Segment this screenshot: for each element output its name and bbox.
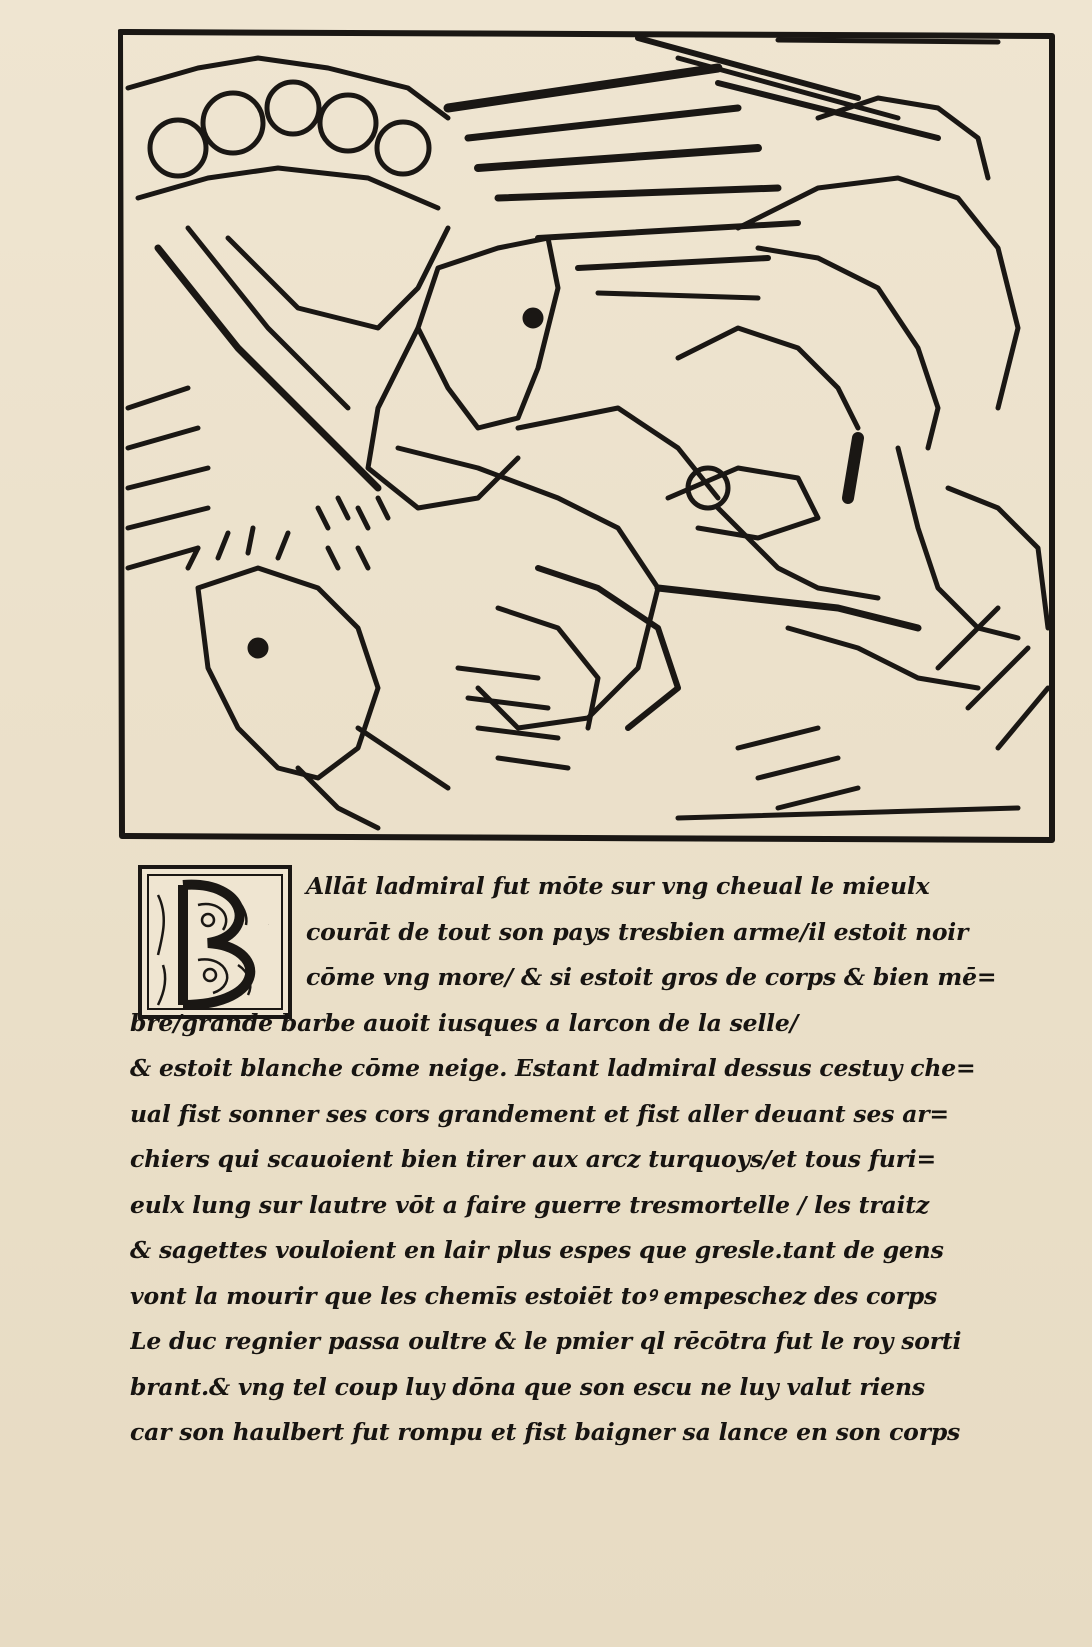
woodcut-illustration bbox=[118, 28, 1056, 846]
text-line-4: bre/grande barbe auoit iusques a larcon de la selle/ bbox=[130, 1008, 798, 1037]
text-line-12: brant.& vng tel coup luy dōna que son escu ne luy valut riens bbox=[130, 1372, 925, 1401]
text-line-13: car son haulbert fut rompu et fist baigner sa lance en son corps bbox=[130, 1418, 961, 1446]
text-line-11: Le duc regnier passa oultre & le pmier ql rēcōtra fut le roy sorti bbox=[130, 1327, 962, 1355]
text-line-9: & sagettes vouloient en lair plus espes que gresle.tant de gens bbox=[130, 1236, 944, 1264]
svg-text:B: B bbox=[268, 925, 269, 926]
text-line-5: & estoit blanche cōme neige. Estant ladmiral dessus cestuy che= bbox=[130, 1054, 976, 1082]
text-line-3: cōme vng more/ & si estoit gros de corps & bien mē= bbox=[306, 963, 997, 991]
text-line-7: chiers qui scauoient bien tirer aux arcz turquoys/et tous furi= bbox=[130, 1145, 937, 1173]
text-line-6: ual fist sonner ses cors grandement et fist aller deuant ses ar= bbox=[130, 1099, 949, 1128]
battle-scene-image bbox=[118, 28, 1056, 846]
text-line-10: vont la mourir que les chemīs estoiēt toꝰ empeschez des corps bbox=[130, 1281, 938, 1310]
text-line-1: Allāt ladmiral fut mōte sur vng cheual le mieulx bbox=[306, 872, 930, 900]
text-line-2: courāt de tout son pays tresbien arme/il estoit noir bbox=[306, 917, 969, 946]
text-block bbox=[130, 864, 1065, 1456]
text-line-8: eulx lung sur lautre vōt a faire guerre tresmortelle / les traitz bbox=[130, 1190, 930, 1219]
